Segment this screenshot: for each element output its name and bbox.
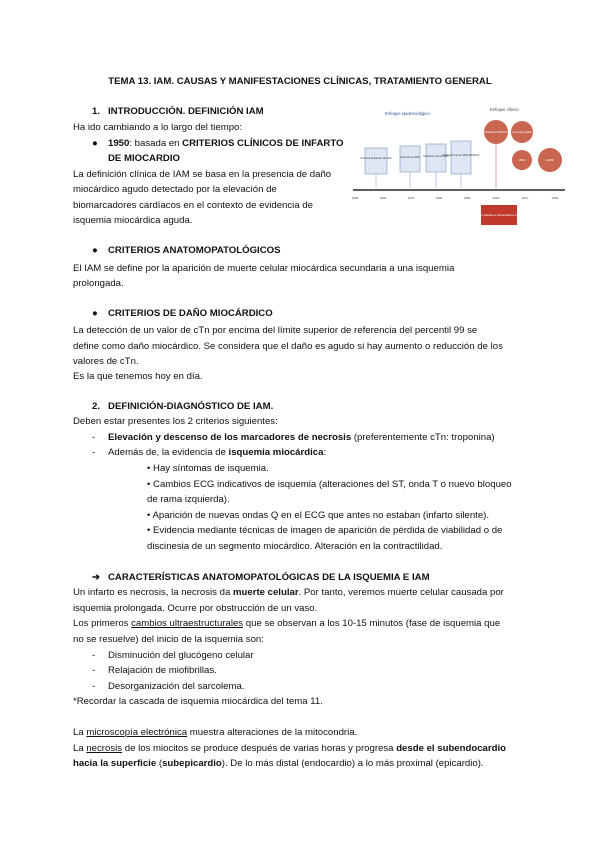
paragraph-line: no se resuelve) del inicio de la isquemia son: [73, 634, 264, 645]
text: (preferentemente cTn: troponina) [351, 432, 495, 443]
paragraph-line [73, 727, 357, 739]
year-label: 1980 [435, 196, 443, 200]
dash-marker: - [92, 432, 96, 443]
timeline-box-3 [426, 144, 446, 172]
timeline-circle-3-label: UDMI [518, 159, 526, 162]
paragraph-line [73, 618, 500, 630]
text: que se observan a los 10-15 minutos (fase de isquemia que [243, 618, 501, 629]
section-3-heading [92, 572, 430, 584]
bullet-heading-text: CRITERIOS DE DAÑO MIOCÁRDICO [108, 308, 273, 319]
text: Desorganización del sarcolema. [108, 681, 245, 692]
text: ( [156, 758, 163, 769]
year-label: 2000 [492, 196, 500, 200]
paragraph-line: Deben estar presentes los 2 criterios siguientes: [73, 416, 278, 427]
section-2-heading [92, 401, 273, 413]
underlined-text: cambios ultraestructurales [131, 618, 244, 629]
bold-text: Elevación y descenso de los marcadores de necrosis [108, 432, 352, 443]
paragraph-line [73, 758, 484, 770]
section-2-number: 2. [92, 401, 101, 412]
paragraph-line: prolongada. [73, 278, 124, 289]
text: La [73, 743, 87, 754]
year-label: 2010 [521, 196, 529, 200]
timeline-box-3-label: Definición de la OMS [423, 155, 449, 158]
timeline-box-1-label: Primera definición de IAM [360, 157, 392, 160]
bold-text: isquemia miocárdica [228, 447, 324, 458]
bullet-heading-text: CRITERIOS ANATOMOPATOLÓGICOS [108, 245, 281, 256]
page-title: TEMA 13. IAM. CAUSAS Y MANIFESTACIONES CLÍNICAS, TRATAMIENTO GENERAL [108, 76, 492, 87]
paragraph-line: isquemia miocárdica aguda. [73, 215, 193, 226]
timeline-circle-1-label: Definición de ESC/ACC [482, 131, 510, 134]
dash-item [92, 447, 326, 459]
text: : basada en [129, 138, 183, 149]
dash-marker: - [92, 447, 96, 458]
sub-bullet-continuation: de rama izquierda). [147, 494, 230, 505]
paragraph-line: La detección de un valor de cTn por encima del límite superior de referencia del percentil 99 se [73, 325, 478, 336]
bold-text: CRITERIOS CLÍNICOS DE INFARTO [182, 138, 344, 149]
timeline-box-2 [400, 146, 420, 172]
paragraph-line: miocárdico agudo detectado por la elevación de [73, 184, 277, 195]
timeline-box-2-label: Guía de la OMS [400, 156, 420, 159]
timeline-box-4 [451, 141, 471, 174]
bullet-dot-icon: ● [92, 308, 98, 319]
text: Relajación de miofibrillas. [108, 665, 217, 676]
year-labels [352, 196, 559, 200]
left-caption: Enfoque epidemiológico [385, 111, 430, 116]
bullet-heading [92, 245, 281, 257]
text: Disminución del glucógeno celular [108, 650, 254, 661]
text: Un infarto es necrosis, la necrosis da [73, 587, 233, 598]
biomarker-box-label: Definición basada en biomarcadores cardíacos [471, 214, 527, 217]
underlined-text: microscopía electrónica [86, 727, 188, 738]
bullet-continuation: DE MIOCARDIO [108, 153, 180, 164]
paragraph-line: Es la que tenemos hoy en día. [73, 371, 203, 382]
paragraph-line: isquemia prolongada. Ocurre por obstrucción de un vaso. [73, 603, 318, 614]
text: Los primeros [73, 618, 132, 629]
text: . Por tanto, veremos muerte celular causada por [298, 587, 504, 598]
paragraph: Ha ido cambiando a lo largo del tiempo: [73, 122, 243, 133]
timeline-box-1 [365, 148, 387, 174]
sub-bullet: • Evidencia mediante técnicas de imagen de aparición de pérdida de viabilidad o de [147, 525, 503, 536]
dash-marker: - [92, 681, 96, 692]
text: : [323, 447, 327, 458]
dash-item [92, 681, 245, 693]
section-1-title: INTRODUCCIÓN. DEFINICIÓN IAM [108, 106, 264, 117]
bold-text: 1950 [108, 138, 130, 149]
text: de los miocitos se produce después de varias horas y progresa [122, 743, 397, 754]
section-3-title: CARACTERÍSTICAS ANATOMOPATOLÓGICAS DE LA ISQUEMIA E IAM [108, 572, 430, 583]
paragraph-line: valores de cTn. [73, 356, 139, 367]
bold-text: hacia la superficie [73, 758, 157, 769]
text: muestra alteraciones de la mitocondria. [187, 727, 358, 738]
sub-bullet: • Aparición de nuevas ondas Q en el ECG que antes no estaban (infarto silente). [147, 510, 490, 521]
section-2-title: DEFINICIÓN-DIAGNÓSTICO DE IAM. [108, 401, 274, 412]
section-1-heading [92, 106, 264, 118]
dash-marker: - [92, 650, 96, 661]
paragraph-line: La definición clínica de IAM se basa en la presencia de daño [73, 169, 332, 180]
sub-bullet: • Cambios ECG indicativos de isquemia (alteraciones del ST, onda T o nuevo bloqueo [147, 479, 512, 490]
bold-text: desde el subendocardio [396, 743, 507, 754]
year-label: 1990 [463, 196, 471, 200]
bullet-dot-icon: ● [92, 138, 98, 149]
sub-bullet: • Hay síntomas de isquemia. [147, 463, 269, 474]
year-label: 1960 [379, 196, 387, 200]
section-1-number: 1. [92, 106, 101, 117]
dash-marker: - [92, 665, 96, 676]
note-line: *Recordar la cascada de isquemia miocárdica del tema 11. [73, 696, 323, 707]
right-caption: Enfoque clínico [490, 107, 519, 112]
timeline-figure [345, 104, 570, 228]
text: La [73, 727, 87, 738]
dash-item [92, 665, 217, 677]
underlined-text: necrosis [86, 743, 123, 754]
timeline-circle-4-label: 4UDMI [545, 159, 555, 162]
bullet-heading [92, 308, 273, 320]
bold-text: subepicardio [162, 758, 222, 769]
bold-text: muerte celular [232, 587, 299, 598]
paragraph-line: define como daño miocárdico. Se considera que el daño es agudo si hay aumento o reducción de los [73, 341, 503, 352]
timeline-svg [345, 104, 570, 228]
timeline-box-4-label: Definición de la OMS-MONICA [442, 154, 480, 157]
year-label: 2020 [551, 196, 559, 200]
text: Además de, la evidencia de [108, 447, 229, 458]
paragraph-line [73, 587, 504, 599]
year-label: 1950 [351, 196, 359, 200]
dash-item [92, 650, 254, 662]
timeline-circle-2-label: Consenso global [512, 131, 532, 134]
text: ). De lo más distal (endocardio) a lo más proximal (epicardio). [221, 758, 484, 769]
paragraph-line: El IAM se define por la aparición de muerte celular miocárdica secundaria a una isquemia [73, 263, 455, 274]
paragraph-line: biomarcadores cardíacos en el contexto de evidencia de [73, 200, 313, 211]
paragraph-line [73, 743, 506, 755]
dash-item [92, 432, 495, 444]
arrow-icon: ➔ [92, 572, 101, 583]
bullet-dot-icon: ● [92, 245, 98, 256]
bullet-item [92, 138, 343, 150]
year-label: 1970 [407, 196, 415, 200]
sub-bullet-continuation: discinesia de un segmento miocárdico. Alteración en la contractilidad. [147, 541, 443, 552]
